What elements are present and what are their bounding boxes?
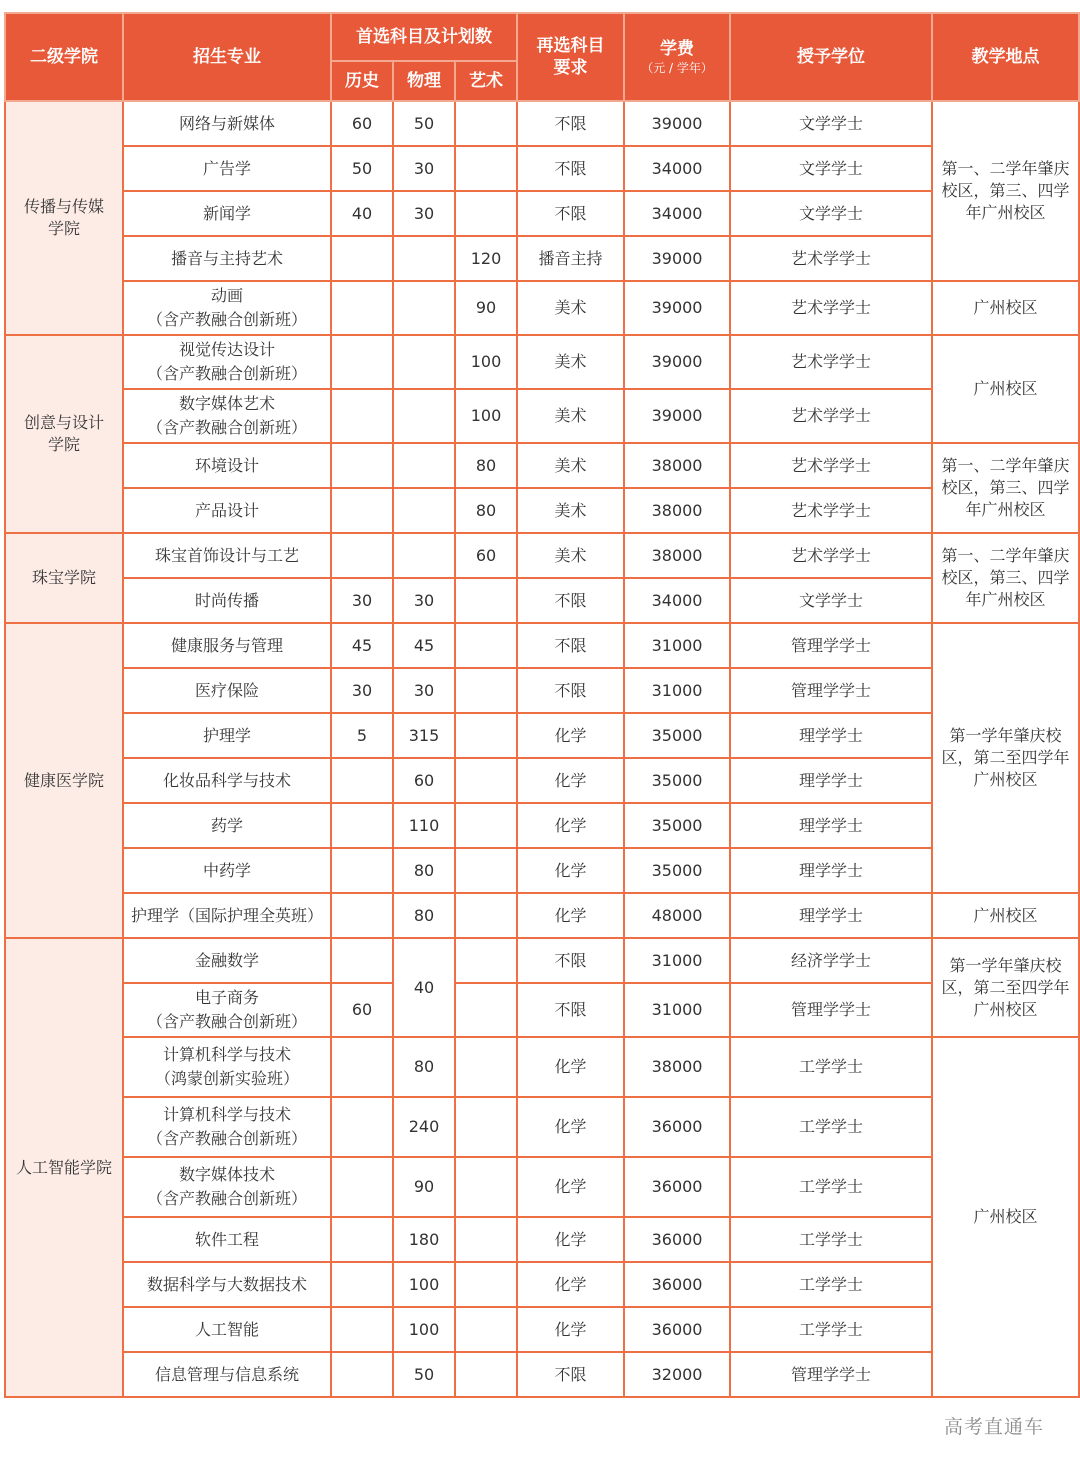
history-cell: 5: [331, 713, 393, 758]
degree-cell: 文学学士: [730, 101, 932, 146]
table-row: [5, 533, 1079, 578]
art-cell: 100: [455, 335, 517, 389]
fee-cell: 34000: [624, 191, 730, 236]
major-cell: 医疗保险: [123, 668, 331, 713]
table-row: [5, 443, 1079, 488]
major-cell: 广告学: [123, 146, 331, 191]
major-cell: 环境设计: [123, 443, 331, 488]
degree-cell: 文学学士: [730, 191, 932, 236]
history-cell: [331, 389, 393, 443]
art-cell: 100: [455, 389, 517, 443]
degree-cell: 理学学士: [730, 848, 932, 893]
art-cell: [455, 893, 517, 938]
table-row: [5, 893, 1079, 938]
art-cell: [455, 713, 517, 758]
major-cell: 数字媒体技术 （含产教融合创新班）: [123, 1157, 331, 1217]
degree-cell: 管理学学士: [730, 623, 932, 668]
physics-cell: 180: [393, 1217, 455, 1262]
table-row: [5, 1262, 1079, 1307]
degree-cell: 工学学士: [730, 1307, 932, 1352]
table-row: [5, 236, 1079, 281]
req-cell: 美术: [517, 443, 624, 488]
physics-cell: [393, 335, 455, 389]
req-cell: 化学: [517, 1262, 624, 1307]
physics-cell: 90: [393, 1157, 455, 1217]
degree-cell: 文学学士: [730, 578, 932, 623]
art-cell: [455, 191, 517, 236]
table-row: [5, 1037, 1079, 1097]
req-cell: 化学: [517, 1157, 624, 1217]
physics-cell: 240: [393, 1097, 455, 1157]
location-cell: 广州校区: [932, 893, 1079, 938]
table-row: [5, 578, 1079, 623]
history-cell: [331, 1262, 393, 1307]
req-cell: 化学: [517, 1097, 624, 1157]
physics-cell: 60: [393, 758, 455, 803]
major-cell: 人工智能: [123, 1307, 331, 1352]
table-row: [5, 713, 1079, 758]
fee-cell: 36000: [624, 1157, 730, 1217]
art-cell: [455, 146, 517, 191]
table-row: [5, 101, 1079, 146]
table-row: [5, 983, 1079, 1037]
degree-cell: 理学学士: [730, 758, 932, 803]
req-cell: 不限: [517, 938, 624, 983]
major-cell: 药学: [123, 803, 331, 848]
major-cell: 计算机科学与技术 （鸿蒙创新实验班）: [123, 1037, 331, 1097]
physics-cell: [393, 236, 455, 281]
table-row: [5, 488, 1079, 533]
header-art: 艺术: [455, 61, 517, 101]
req-cell: 化学: [517, 713, 624, 758]
degree-cell: 理学学士: [730, 803, 932, 848]
major-cell: 计算机科学与技术 （含产教融合创新班）: [123, 1097, 331, 1157]
fee-cell: 35000: [624, 848, 730, 893]
header-college: 二级学院: [5, 13, 123, 101]
degree-cell: 艺术学学士: [730, 389, 932, 443]
req-cell: 化学: [517, 758, 624, 803]
history-cell: 50: [331, 146, 393, 191]
table-row: [5, 848, 1079, 893]
fee-cell: 32000: [624, 1352, 730, 1397]
major-cell: 数字媒体艺术 （含产教融合创新班）: [123, 389, 331, 443]
req-cell: 美术: [517, 389, 624, 443]
fee-cell: 39000: [624, 389, 730, 443]
header-major: 招生专业: [123, 13, 331, 101]
major-cell: 产品设计: [123, 488, 331, 533]
history-cell: [331, 1037, 393, 1097]
fee-cell: 35000: [624, 803, 730, 848]
req-cell: 不限: [517, 623, 624, 668]
major-cell: 动画 （含产教融合创新班）: [123, 281, 331, 335]
degree-cell: 艺术学学士: [730, 443, 932, 488]
header-history: 历史: [331, 61, 393, 101]
req-cell: 美术: [517, 335, 624, 389]
major-cell: 电子商务 （含产教融合创新班）: [123, 983, 331, 1037]
art-cell: [455, 1097, 517, 1157]
history-cell: [331, 1307, 393, 1352]
art-cell: [455, 1352, 517, 1397]
fee-cell: 35000: [624, 713, 730, 758]
physics-cell: 100: [393, 1262, 455, 1307]
degree-cell: 理学学士: [730, 713, 932, 758]
table-row: [5, 1307, 1079, 1352]
major-cell: 健康服务与管理: [123, 623, 331, 668]
history-cell: [331, 1097, 393, 1157]
physics-cell: [393, 281, 455, 335]
art-cell: [455, 101, 517, 146]
req-cell: 化学: [517, 803, 624, 848]
req-cell: 美术: [517, 533, 624, 578]
table-row: [5, 389, 1079, 443]
req-cell: 化学: [517, 893, 624, 938]
art-cell: [455, 1217, 517, 1262]
college-cell: 珠宝学院: [5, 533, 123, 623]
history-cell: [331, 893, 393, 938]
physics-cell: 30: [393, 191, 455, 236]
req-cell: 播音主持: [517, 236, 624, 281]
physics-cell: 50: [393, 101, 455, 146]
degree-cell: 艺术学学士: [730, 335, 932, 389]
art-cell: [455, 938, 517, 983]
major-cell: 信息管理与信息系统: [123, 1352, 331, 1397]
table-row: [5, 1097, 1079, 1157]
history-cell: 40: [331, 191, 393, 236]
art-cell: [455, 578, 517, 623]
req-cell: 美术: [517, 488, 624, 533]
art-cell: [455, 803, 517, 848]
college-cell: 传播与传媒 学院: [5, 101, 123, 335]
art-cell: [455, 1307, 517, 1352]
art-cell: [455, 668, 517, 713]
fee-cell: 36000: [624, 1097, 730, 1157]
art-cell: 60: [455, 533, 517, 578]
degree-cell: 工学学士: [730, 1262, 932, 1307]
req-cell: 不限: [517, 146, 624, 191]
physics-cell: 45: [393, 623, 455, 668]
degree-cell: 艺术学学士: [730, 281, 932, 335]
physics-cell: [393, 533, 455, 578]
fee-cell: 36000: [624, 1262, 730, 1307]
art-cell: [455, 758, 517, 803]
physics-cell: 80: [393, 893, 455, 938]
fee-cell: 36000: [624, 1217, 730, 1262]
physics-cell: 110: [393, 803, 455, 848]
history-cell: 30: [331, 668, 393, 713]
fee-cell: 31000: [624, 668, 730, 713]
req-cell: 不限: [517, 983, 624, 1037]
history-cell: [331, 1157, 393, 1217]
major-cell: 新闻学: [123, 191, 331, 236]
table-row: [5, 758, 1079, 803]
location-cell: 广州校区: [932, 1037, 1079, 1397]
degree-cell: 工学学士: [730, 1037, 932, 1097]
degree-cell: 工学学士: [730, 1097, 932, 1157]
req-cell: 不限: [517, 1352, 624, 1397]
physics-cell: 40: [393, 938, 455, 1037]
header-tuition: 学费 （元 / 学年）: [624, 13, 730, 101]
fee-cell: 36000: [624, 1307, 730, 1352]
location-cell: 第一、二学年肇庆校区，第三、四学年广州校区: [932, 533, 1079, 623]
table-row: [5, 1352, 1079, 1397]
physics-cell: [393, 389, 455, 443]
art-cell: 80: [455, 443, 517, 488]
art-cell: [455, 1037, 517, 1097]
degree-cell: 工学学士: [730, 1217, 932, 1262]
location-cell: 广州校区: [932, 335, 1079, 443]
physics-cell: 30: [393, 578, 455, 623]
req-cell: 美术: [517, 281, 624, 335]
table-row: [5, 623, 1079, 668]
header-location: 教学地点: [932, 13, 1079, 101]
history-cell: [331, 236, 393, 281]
req-cell: 化学: [517, 1307, 624, 1352]
major-cell: 软件工程: [123, 1217, 331, 1262]
req-cell: 化学: [517, 848, 624, 893]
art-cell: [455, 1262, 517, 1307]
fee-cell: 34000: [624, 578, 730, 623]
history-cell: [331, 938, 393, 983]
fee-cell: 38000: [624, 488, 730, 533]
fee-cell: 39000: [624, 281, 730, 335]
fee-cell: 48000: [624, 893, 730, 938]
degree-cell: 艺术学学士: [730, 488, 932, 533]
location-cell: 第一学年肇庆校区，第二至四学年广州校区: [932, 623, 1079, 893]
art-cell: [455, 623, 517, 668]
header-degree: 授予学位: [730, 13, 932, 101]
major-cell: 护理学（国际护理全英班）: [123, 893, 331, 938]
physics-cell: 30: [393, 668, 455, 713]
history-cell: [331, 488, 393, 533]
table-row: [5, 668, 1079, 713]
physics-cell: 80: [393, 848, 455, 893]
location-cell: 第一学年肇庆校区，第二至四学年广州校区: [932, 938, 1079, 1037]
req-cell: 化学: [517, 1037, 624, 1097]
req-cell: 不限: [517, 668, 624, 713]
table-row: [5, 191, 1079, 236]
degree-cell: 经济学学士: [730, 938, 932, 983]
table-row: [5, 938, 1079, 983]
degree-cell: 管理学学士: [730, 983, 932, 1037]
table-row: [5, 281, 1079, 335]
major-cell: 珠宝首饰设计与工艺: [123, 533, 331, 578]
fee-cell: 31000: [624, 623, 730, 668]
physics-cell: 100: [393, 1307, 455, 1352]
table-row: [5, 146, 1079, 191]
physics-cell: [393, 488, 455, 533]
fee-cell: 31000: [624, 938, 730, 983]
history-cell: [331, 803, 393, 848]
fee-cell: 38000: [624, 1037, 730, 1097]
degree-cell: 艺术学学士: [730, 236, 932, 281]
degree-cell: 管理学学士: [730, 1352, 932, 1397]
art-cell: 90: [455, 281, 517, 335]
physics-cell: 30: [393, 146, 455, 191]
watermark-text: 高考直通车: [944, 1416, 1045, 1438]
major-cell: 网络与新媒体: [123, 101, 331, 146]
location-cell: 第一、二学年肇庆校区，第三、四学年广州校区: [932, 101, 1079, 281]
history-cell: 30: [331, 578, 393, 623]
table-row: [5, 803, 1079, 848]
physics-cell: 50: [393, 1352, 455, 1397]
fee-cell: 31000: [624, 983, 730, 1037]
req-cell: 化学: [517, 1217, 624, 1262]
history-cell: [331, 1352, 393, 1397]
major-cell: 数据科学与大数据技术: [123, 1262, 331, 1307]
art-cell: [455, 1157, 517, 1217]
art-cell: 120: [455, 236, 517, 281]
history-cell: [331, 281, 393, 335]
fee-cell: 38000: [624, 533, 730, 578]
req-cell: 不限: [517, 101, 624, 146]
degree-cell: 艺术学学士: [730, 533, 932, 578]
physics-cell: 80: [393, 1037, 455, 1097]
req-cell: 不限: [517, 191, 624, 236]
table-row: [5, 335, 1079, 389]
history-cell: [331, 533, 393, 578]
history-cell: [331, 443, 393, 488]
fee-cell: 35000: [624, 758, 730, 803]
history-cell: 60: [331, 101, 393, 146]
college-cell: 创意与设计 学院: [5, 335, 123, 533]
header-physics: 物理: [393, 61, 455, 101]
table-row: [5, 1157, 1079, 1217]
major-cell: 视觉传达设计 （含产教融合创新班）: [123, 335, 331, 389]
history-cell: 45: [331, 623, 393, 668]
major-cell: 护理学: [123, 713, 331, 758]
college-cell: 人工智能学院: [5, 938, 123, 1397]
fee-cell: 39000: [624, 236, 730, 281]
college-cell: 健康医学院: [5, 623, 123, 938]
history-cell: [331, 1217, 393, 1262]
major-cell: 中药学: [123, 848, 331, 893]
degree-cell: 文学学士: [730, 146, 932, 191]
header-primary-subject: 首选科目及计划数: [331, 13, 517, 61]
history-cell: [331, 848, 393, 893]
degree-cell: 管理学学士: [730, 668, 932, 713]
history-cell: [331, 335, 393, 389]
history-cell: [331, 758, 393, 803]
major-cell: 化妆品科学与技术: [123, 758, 331, 803]
fee-cell: 38000: [624, 443, 730, 488]
physics-cell: [393, 443, 455, 488]
major-cell: 播音与主持艺术: [123, 236, 331, 281]
fee-cell: 39000: [624, 335, 730, 389]
degree-cell: 工学学士: [730, 1157, 932, 1217]
location-cell: 广州校区: [932, 281, 1079, 335]
physics-cell: 315: [393, 713, 455, 758]
header-reselect: 再选科目 要求: [517, 13, 624, 101]
fee-cell: 39000: [624, 101, 730, 146]
req-cell: 不限: [517, 578, 624, 623]
location-cell: 第一、二学年肇庆校区，第三、四学年广州校区: [932, 443, 1079, 533]
enrollment-plan-table: [4, 12, 1080, 1398]
major-cell: 时尚传播: [123, 578, 331, 623]
art-cell: 80: [455, 488, 517, 533]
art-cell: [455, 983, 517, 1037]
table-row: [5, 1217, 1079, 1262]
fee-cell: 34000: [624, 146, 730, 191]
art-cell: [455, 848, 517, 893]
degree-cell: 理学学士: [730, 893, 932, 938]
major-cell: 金融数学: [123, 938, 331, 983]
history-cell: 60: [331, 983, 393, 1037]
